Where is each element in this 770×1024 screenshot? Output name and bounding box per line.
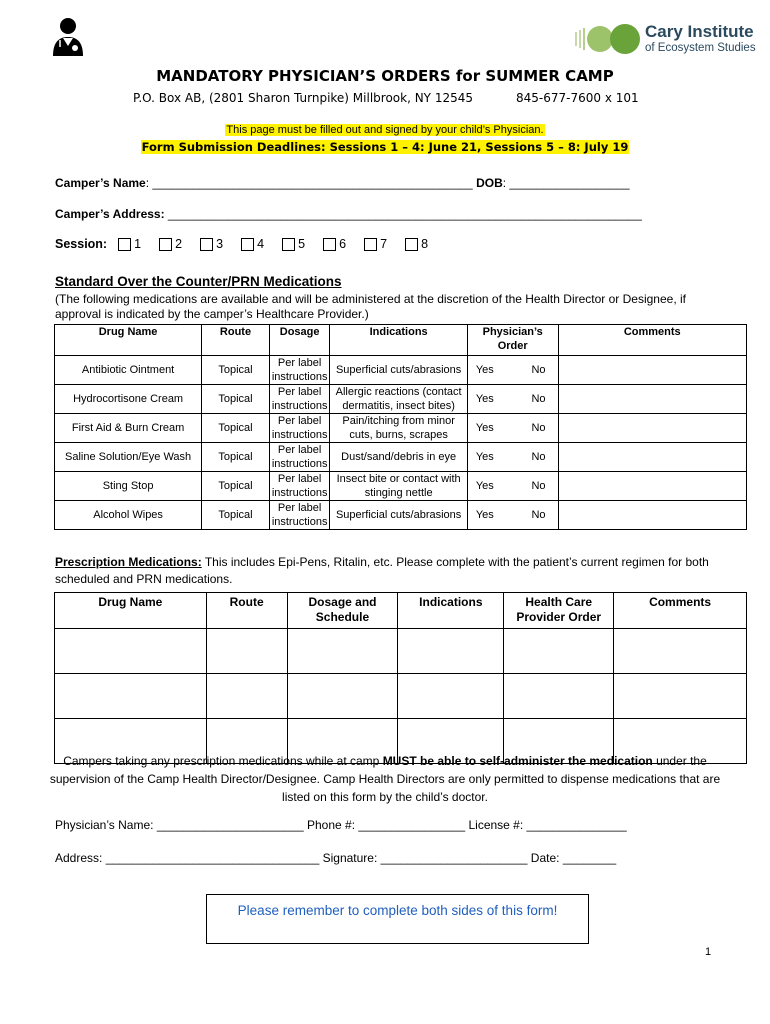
submission-deadlines: Form Submission Deadlines: Sessions 1 – 4: June 21, Sessions 5 – 8: July 19: [141, 140, 629, 154]
table-row: [55, 629, 747, 674]
yes-option[interactable]: Yes: [475, 451, 494, 463]
route: Topical: [202, 472, 270, 501]
indication: Dust/sand/debris in eye: [330, 443, 467, 472]
session-2-checkbox[interactable]: 2: [150, 237, 191, 251]
doctor-icon: [50, 16, 86, 56]
physician-notice: This page must be filled out and signed by your child’s Physician.: [226, 124, 544, 136]
yes-option[interactable]: Yes: [475, 422, 494, 434]
route: Topical: [202, 443, 270, 472]
rx-heading: Prescription Medications: This includes Epi-Pens, Ritalin, etc. Please complete with the patient’s current regimen for both scheduled and PRN medications.: [55, 555, 709, 586]
dosage: Per label instructions: [269, 443, 330, 472]
dosage: Per label instructions: [269, 356, 330, 385]
session-8-checkbox[interactable]: 8: [396, 237, 437, 251]
table-row: [55, 472, 747, 501]
physician-order[interactable]: [467, 443, 558, 472]
physician-order[interactable]: [467, 356, 558, 385]
physician-order[interactable]: [467, 472, 558, 501]
column-header: Drug Name: [55, 593, 207, 629]
no-option[interactable]: No: [531, 509, 546, 521]
session-5-checkbox[interactable]: 5: [273, 237, 314, 251]
column-header: Dosage: [269, 325, 330, 356]
no-option[interactable]: No: [531, 451, 546, 463]
column-header: Comments: [558, 325, 746, 356]
page-title: MANDATORY PHYSICIAN’S ORDERS for SUMMER CAMP: [156, 67, 614, 85]
no-option[interactable]: No: [531, 480, 546, 492]
no-option[interactable]: No: [531, 393, 546, 405]
drug-name: Saline Solution/Eye Wash: [55, 443, 202, 472]
drug-name: Sting Stop: [55, 472, 202, 501]
column-header: Dosage and Schedule: [287, 593, 398, 629]
indication: Superficial cuts/abrasions: [330, 501, 467, 530]
column-header: Physician’s Order: [467, 325, 558, 356]
indication: Allergic reactions (contact dermatitis, insect bites): [330, 385, 467, 414]
dosage: Per label instructions: [269, 385, 330, 414]
column-header: Route: [202, 325, 270, 356]
comments-cell[interactable]: [558, 385, 746, 414]
table-row: [55, 443, 747, 472]
drug-name: Hydrocortisone Cream: [55, 385, 202, 414]
table-row: [55, 674, 747, 719]
camper-name-field[interactable]: Camper’s Name: ________________________________________________ DOB: __________________: [55, 176, 630, 190]
otc-heading: Standard Over the Counter/PRN Medications: [55, 274, 342, 289]
camp-phone: 845-677-7600 x 101: [516, 91, 639, 105]
comments-cell[interactable]: [558, 501, 746, 530]
comments-cell[interactable]: [558, 356, 746, 385]
column-header: Drug Name: [55, 325, 202, 356]
reminder-box: Please remember to complete both sides of this form!: [206, 894, 589, 944]
logo-subtitle: of Ecosystem Studies: [645, 42, 756, 54]
cary-institute-logo: [575, 22, 756, 56]
session-4-checkbox[interactable]: 4: [232, 237, 273, 251]
session-7-checkbox[interactable]: 7: [355, 237, 396, 251]
camper-address-field[interactable]: Camper’s Address: _______________________________________________________________________: [55, 207, 642, 221]
route: Topical: [202, 385, 270, 414]
session-1-checkbox[interactable]: 1: [109, 237, 150, 251]
table-row: [55, 414, 747, 443]
table-row: [55, 501, 747, 530]
dosage: Per label instructions: [269, 414, 330, 443]
signature-line[interactable]: Address: ________________________________ Signature: ______________________ Date: ________: [55, 851, 617, 865]
yes-option[interactable]: Yes: [475, 364, 494, 376]
indication: Insect bite or contact with stinging nettle: [330, 472, 467, 501]
logo-circles-icon: [575, 22, 643, 56]
yes-option[interactable]: Yes: [475, 393, 494, 405]
drug-name: First Aid & Burn Cream: [55, 414, 202, 443]
physician-info-line[interactable]: Physician’s Name: ______________________ Phone #: ________________ License #: _______________: [55, 818, 627, 832]
table-row: [55, 356, 747, 385]
comments-cell[interactable]: [558, 414, 746, 443]
logo-name: Cary Institute: [645, 22, 754, 41]
column-header: Comments: [614, 593, 747, 629]
no-option[interactable]: No: [531, 364, 546, 376]
route: Topical: [202, 501, 270, 530]
prescription-table: [54, 592, 747, 764]
column-header: Indications: [330, 325, 467, 356]
no-option[interactable]: No: [531, 422, 546, 434]
drug-name: Alcohol Wipes: [55, 501, 202, 530]
session-selector: Session: 1 2 3 4 5 6 7 8: [55, 237, 437, 251]
yes-option[interactable]: Yes: [475, 480, 494, 492]
comments-cell[interactable]: [558, 443, 746, 472]
session-3-checkbox[interactable]: 3: [191, 237, 232, 251]
dosage: Per label instructions: [269, 472, 330, 501]
physician-order[interactable]: [467, 385, 558, 414]
route: Topical: [202, 414, 270, 443]
otc-medications-table: [54, 324, 747, 530]
physician-order[interactable]: [467, 414, 558, 443]
otc-description: (The following medications are available and will be administered at the discretion of the Health Director or Designee, if approval is indicated by the camper’s Healthcare Provider.): [55, 292, 686, 321]
drug-name: Antibiotic Ointment: [55, 356, 202, 385]
comments-cell[interactable]: [558, 472, 746, 501]
indication: Pain/itching from minor cuts, burns, scrapes: [330, 414, 467, 443]
dosage: Per label instructions: [269, 501, 330, 530]
self-administer-note: Campers taking any prescription medications while at camp MUST be able to self-administer the medication under the supervision of the Camp Health Director/Designee. Camp Health Directors are only permitted to dispense medications that are listed on this form by the child’s doctor.: [49, 754, 721, 804]
table-row: [55, 385, 747, 414]
yes-option[interactable]: Yes: [475, 509, 494, 521]
camp-address: P.O. Box AB, (2801 Sharon Turnpike) Millbrook, NY 12545: [133, 91, 473, 105]
column-header: Health Care Provider Order: [504, 593, 614, 629]
column-header: Route: [206, 593, 287, 629]
session-6-checkbox[interactable]: 6: [314, 237, 355, 251]
indication: Superficial cuts/abrasions: [330, 356, 467, 385]
page-number: 1: [705, 946, 712, 958]
route: Topical: [202, 356, 270, 385]
column-header: Indications: [398, 593, 504, 629]
physician-order[interactable]: [467, 501, 558, 530]
